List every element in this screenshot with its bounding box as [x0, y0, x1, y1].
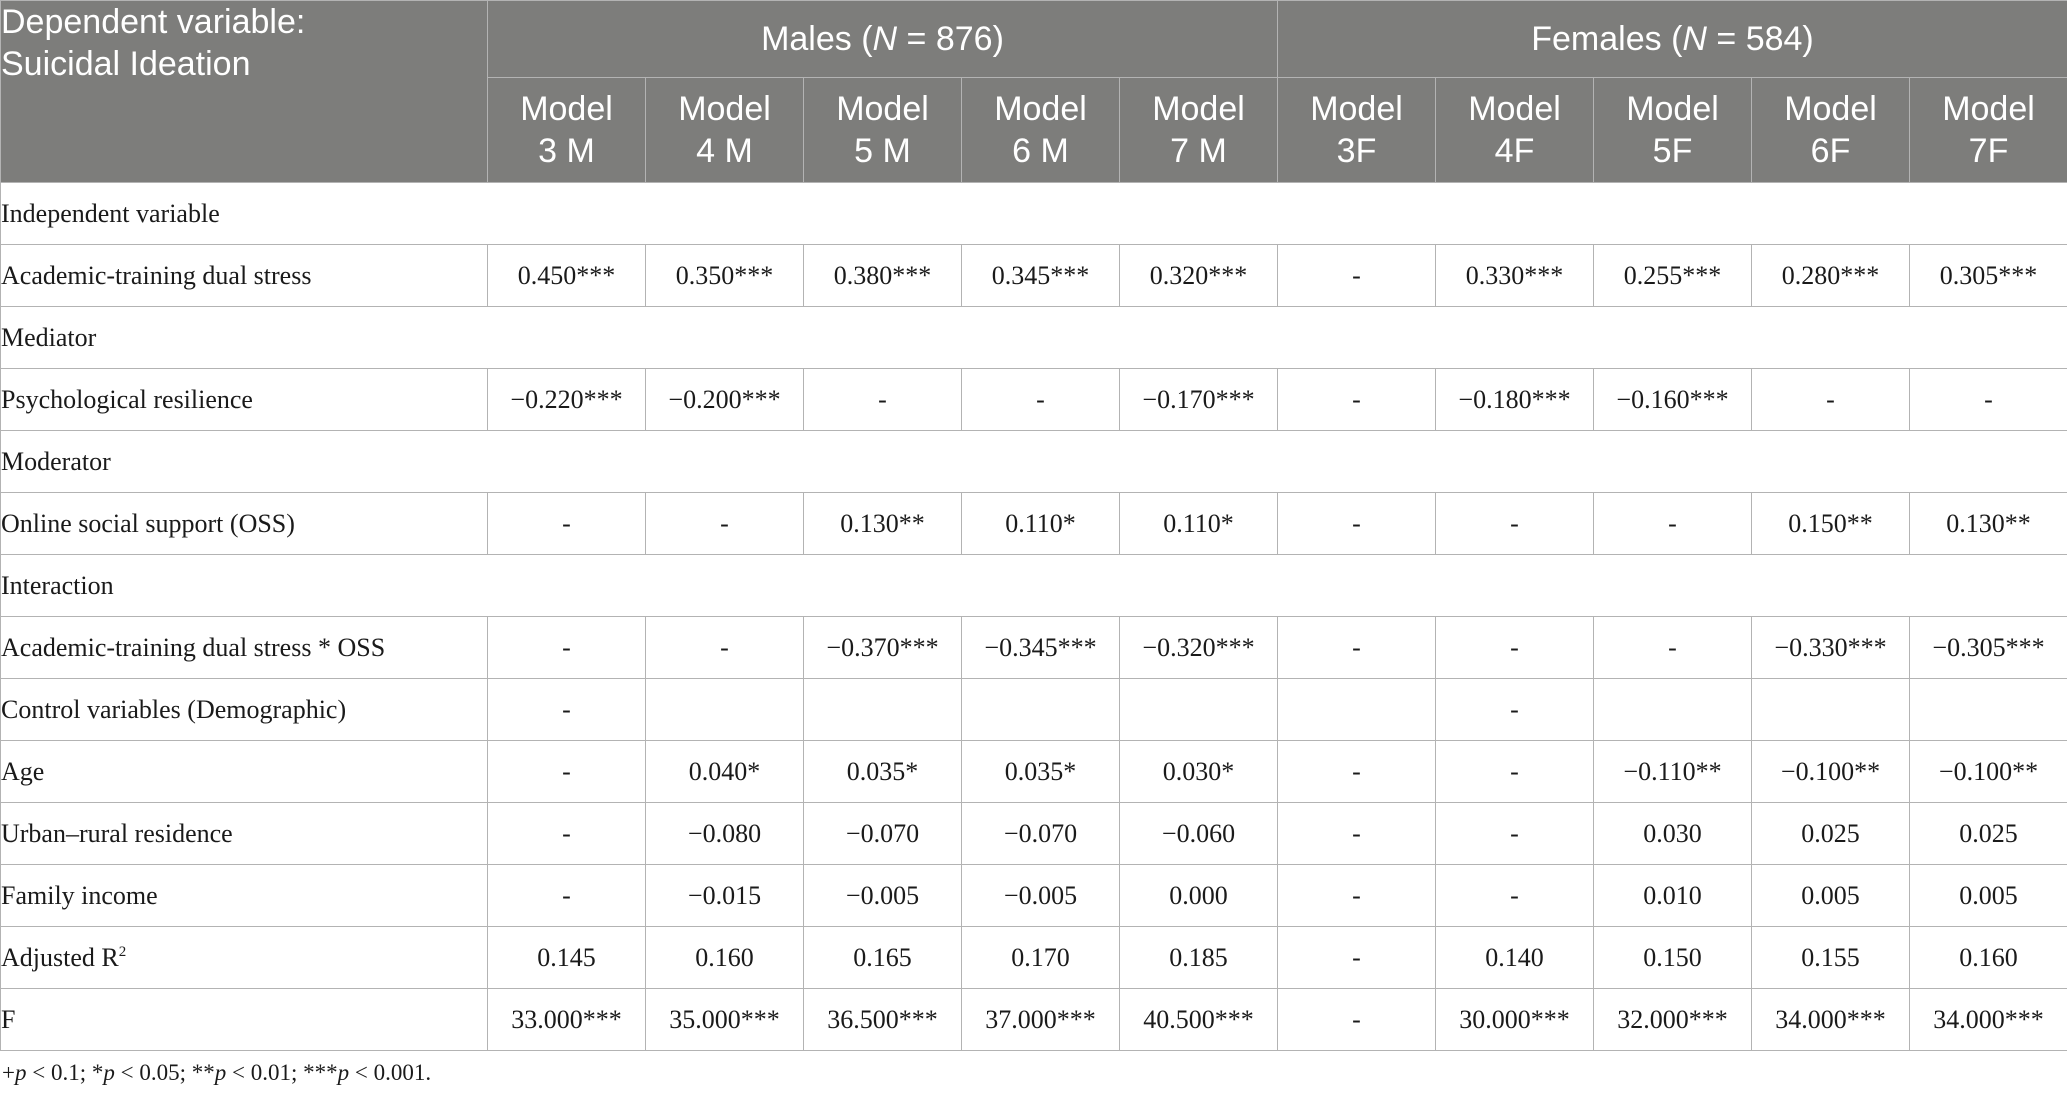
model-header — [488, 78, 646, 183]
model-header — [646, 78, 804, 183]
row-label — [1, 927, 488, 989]
dependent-variable-line1: Dependent variable: — [1, 3, 306, 41]
value-cell: 0.320*** — [1120, 245, 1278, 307]
value-cell — [1752, 679, 1910, 741]
value-cell: 0.145 — [488, 927, 646, 989]
model-header-line2: 4F — [1494, 132, 1535, 170]
row-label-text: Urban–rural residence — [1, 818, 233, 848]
value-cell: 0.140 — [1436, 927, 1594, 989]
value-cell: - — [1278, 493, 1436, 555]
value-cell: 33.000*** — [488, 989, 646, 1051]
value-cell: −0.180*** — [1436, 369, 1594, 431]
value-cell: 0.035* — [962, 741, 1120, 803]
value-cell: - — [488, 741, 646, 803]
model-header-line2: 4 M — [696, 132, 753, 170]
value-cell: 37.000*** — [962, 989, 1120, 1051]
value-cell: 0.110* — [1120, 493, 1278, 555]
value-cell: - — [488, 617, 646, 679]
row-label-text: F — [1, 1004, 16, 1034]
table-body — [1, 183, 2067, 1051]
value-cell: - — [1278, 803, 1436, 865]
model-header-line1: Model — [1784, 90, 1877, 128]
value-cell: 0.330*** — [1436, 245, 1594, 307]
value-cell: −0.345*** — [962, 617, 1120, 679]
value-cell — [804, 679, 962, 741]
row-label — [1, 865, 488, 927]
value-cell: - — [1436, 617, 1594, 679]
model-header-line1: Model — [1310, 90, 1403, 128]
value-cell: - — [804, 369, 962, 431]
row-label-text: Family income — [1, 880, 158, 910]
value-cell: - — [1278, 927, 1436, 989]
table-row — [1, 245, 2067, 307]
value-cell: - — [646, 617, 804, 679]
value-cell: - — [1278, 369, 1436, 431]
model-header — [1120, 78, 1278, 183]
value-cell: −0.060 — [1120, 803, 1278, 865]
dependent-variable-line2: Suicidal Ideation — [1, 45, 251, 83]
value-cell: 0.165 — [804, 927, 962, 989]
value-cell: 0.170 — [962, 927, 1120, 989]
value-cell: 0.155 — [1752, 927, 1910, 989]
value-cell: −0.080 — [646, 803, 804, 865]
model-header-line2: 6 M — [1012, 132, 1069, 170]
row-label — [1, 617, 488, 679]
section-row — [1, 183, 2067, 245]
section-label: Independent variable — [1, 183, 2067, 245]
value-cell: - — [1752, 369, 1910, 431]
model-header-line1: Model — [1468, 90, 1561, 128]
value-cell — [1910, 679, 2067, 741]
value-cell: −0.200*** — [646, 369, 804, 431]
row-label — [1, 245, 488, 307]
value-cell: 0.110* — [962, 493, 1120, 555]
model-header-line2: 5 M — [854, 132, 911, 170]
value-cell: −0.305*** — [1910, 617, 2067, 679]
table-row — [1, 369, 2067, 431]
section-label: Mediator — [1, 307, 2067, 369]
value-cell: - — [1436, 679, 1594, 741]
table-header — [1, 1, 2067, 183]
value-cell: −0.170*** — [1120, 369, 1278, 431]
value-cell: −0.330*** — [1752, 617, 1910, 679]
value-cell: 35.000*** — [646, 989, 804, 1051]
value-cell: 0.040* — [646, 741, 804, 803]
model-header-line1: Model — [520, 90, 613, 128]
value-cell: 34.000*** — [1910, 989, 2067, 1051]
model-header-line1: Model — [1626, 90, 1719, 128]
section-row — [1, 431, 2067, 493]
value-cell: −0.110** — [1594, 741, 1752, 803]
value-cell: 34.000*** — [1752, 989, 1910, 1051]
row-label-text: Age — [1, 756, 45, 786]
row-label-text: Academic-training dual stress — [1, 260, 312, 290]
value-cell — [962, 679, 1120, 741]
value-cell: 0.000 — [1120, 865, 1278, 927]
value-cell: 0.035* — [804, 741, 962, 803]
model-header-line1: Model — [1942, 90, 2035, 128]
section-row — [1, 555, 2067, 617]
value-cell — [1120, 679, 1278, 741]
value-cell: - — [1436, 865, 1594, 927]
model-header — [1594, 78, 1752, 183]
row-label — [1, 493, 488, 555]
value-cell: - — [488, 679, 646, 741]
value-cell: - — [1278, 865, 1436, 927]
value-cell: 32.000*** — [1594, 989, 1752, 1051]
value-cell: −0.160*** — [1594, 369, 1752, 431]
value-cell: 0.150** — [1752, 493, 1910, 555]
row-label-text: Control variables (Demographic) — [1, 694, 347, 724]
model-header-line2: 7 M — [1170, 132, 1227, 170]
value-cell: 0.010 — [1594, 865, 1752, 927]
value-cell: - — [1278, 245, 1436, 307]
value-cell: 0.005 — [1910, 865, 2067, 927]
value-cell: 0.025 — [1752, 803, 1910, 865]
section-label: Interaction — [1, 555, 2067, 617]
value-cell: 0.280*** — [1752, 245, 1910, 307]
row-label-text: Online social support (OSS) — [1, 508, 295, 538]
value-cell: 0.130** — [804, 493, 962, 555]
value-cell: 0.160 — [1910, 927, 2067, 989]
table-row — [1, 493, 2067, 555]
table-row — [1, 927, 2067, 989]
value-cell: −0.320*** — [1120, 617, 1278, 679]
model-header — [1910, 78, 2067, 183]
value-cell — [1278, 679, 1436, 741]
section-label: Moderator — [1, 431, 2067, 493]
value-cell: 0.160 — [646, 927, 804, 989]
table-row — [1, 803, 2067, 865]
value-cell: 0.345*** — [962, 245, 1120, 307]
value-cell: - — [646, 493, 804, 555]
value-cell: - — [488, 493, 646, 555]
value-cell: - — [488, 803, 646, 865]
females-n-symbol: N — [1682, 19, 1707, 58]
males-n-symbol: N — [872, 19, 898, 58]
row-label-superscript: 2 — [118, 943, 127, 960]
value-cell: −0.005 — [804, 865, 962, 927]
row-label — [1, 741, 488, 803]
row-label — [1, 989, 488, 1051]
model-header-line1: Model — [1152, 90, 1245, 128]
value-cell — [1594, 679, 1752, 741]
value-cell: 0.150 — [1594, 927, 1752, 989]
table-row — [1, 741, 2067, 803]
model-header-line2: 7F — [1968, 132, 2009, 170]
row-label — [1, 369, 488, 431]
value-cell: 40.500*** — [1120, 989, 1278, 1051]
value-cell: 0.005 — [1752, 865, 1910, 927]
males-group-header — [488, 1, 1278, 78]
row-label-text: Academic-training dual stress * OSS — [1, 632, 386, 662]
value-cell: −0.100** — [1910, 741, 2067, 803]
model-header-line1: Model — [836, 90, 929, 128]
value-cell: −0.070 — [804, 803, 962, 865]
value-cell: - — [1436, 493, 1594, 555]
value-cell: - — [1594, 617, 1752, 679]
value-cell: - — [1910, 369, 2067, 431]
value-cell: 0.130** — [1910, 493, 2067, 555]
value-cell: −0.015 — [646, 865, 804, 927]
females-label: Females ( — [1531, 19, 1683, 58]
value-cell: 0.350*** — [646, 245, 804, 307]
model-header — [804, 78, 962, 183]
value-cell: −0.005 — [962, 865, 1120, 927]
group-header-row — [1, 1, 2067, 78]
value-cell: - — [488, 865, 646, 927]
table-row — [1, 617, 2067, 679]
section-row — [1, 679, 2067, 741]
row-label-text: Adjusted R — [1, 942, 119, 972]
model-header — [1278, 78, 1436, 183]
value-cell: - — [1278, 741, 1436, 803]
value-cell: - — [1278, 617, 1436, 679]
model-header — [1752, 78, 1910, 183]
significance-note: +p < 0.1; *p < 0.05; **p < 0.01; ***p < 0.001. — [2, 1060, 432, 1085]
value-cell: 0.305*** — [1910, 245, 2067, 307]
section-label — [1, 679, 488, 741]
value-cell: - — [962, 369, 1120, 431]
value-cell: 30.000*** — [1436, 989, 1594, 1051]
row-label-text: Psychological resilience — [1, 384, 253, 414]
value-cell: 0.025 — [1910, 803, 2067, 865]
table-row — [1, 989, 2067, 1051]
model-header-line2: 5F — [1652, 132, 1693, 170]
females-count: = 584) — [1706, 19, 1814, 58]
value-cell: 0.450*** — [488, 245, 646, 307]
model-header — [1436, 78, 1594, 183]
table-row — [1, 865, 2067, 927]
model-header-line1: Model — [994, 90, 1087, 128]
value-cell: 0.255*** — [1594, 245, 1752, 307]
males-count: = 876) — [897, 19, 1004, 58]
model-header-line1: Model — [678, 90, 771, 128]
model-header-line2: 6F — [1810, 132, 1851, 170]
value-cell: −0.220*** — [488, 369, 646, 431]
value-cell: 0.030 — [1594, 803, 1752, 865]
row-label — [1, 803, 488, 865]
model-header-line2: 3 M — [538, 132, 595, 170]
value-cell: −0.070 — [962, 803, 1120, 865]
value-cell: - — [1278, 989, 1436, 1051]
value-cell: −0.100** — [1752, 741, 1910, 803]
value-cell — [646, 679, 804, 741]
females-group-header — [1278, 1, 2067, 78]
value-cell: 36.500*** — [804, 989, 962, 1051]
value-cell: - — [1436, 803, 1594, 865]
value-cell: 0.185 — [1120, 927, 1278, 989]
section-row — [1, 307, 2067, 369]
value-cell: 0.030* — [1120, 741, 1278, 803]
value-cell: 0.380*** — [804, 245, 962, 307]
males-label: Males ( — [761, 19, 873, 58]
dependent-variable-header — [1, 1, 488, 183]
model-header-line2: 3F — [1336, 132, 1377, 170]
value-cell: - — [1436, 741, 1594, 803]
model-header — [962, 78, 1120, 183]
value-cell: −0.370*** — [804, 617, 962, 679]
value-cell: - — [1594, 493, 1752, 555]
